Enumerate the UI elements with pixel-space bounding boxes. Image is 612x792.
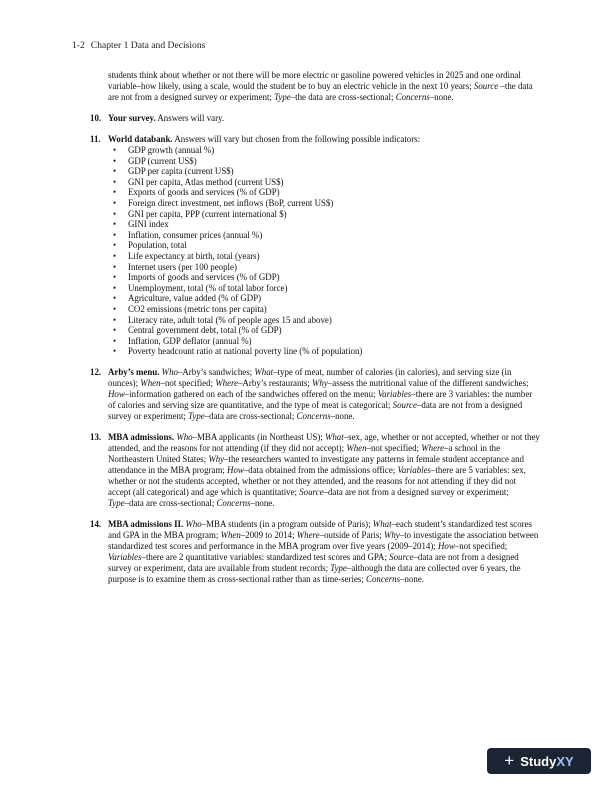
bullet-icon: •	[113, 325, 117, 336]
bullet-icon: •	[113, 303, 117, 314]
page-header	[72, 40, 205, 51]
exercise-number: 13.	[90, 431, 102, 442]
exercise-11: 11. World databank. Answers will vary but chosen from the following possible indicators: • GDP growth (annual %) • GDP (current US$) • GDP per capita (current US$) • GNI per capita, Atlas method (current US$) • Exports of goods and services (% of GDP) • Foreign direct investment, net inflows (BoP, current US$) • GNI per capita, PPP (current international $) • GINI index • Inflation, consumer prices (annual %) • Population, total • Life expectancy at birth, total (years) • Internet users (per 100 people) • Imports of goods and services (% of GDP) • Unemployment, total (% of total labor force) • Agriculture, value added (% of GDP) • CO2 emissions (metric tons per capita) • Literacy rate, adult total (% of people ages 15 and above) • Central government debt, total (% of GDP) • Inflation, GDP deflator (annual %) • Poverty headcount ratio at national poverty line (% of population)	[108, 134, 540, 357]
exercise-number: 10.	[90, 113, 102, 123]
indicator-list	[108, 145, 540, 357]
exercise-13: 13. MBA admissions. Who–MBA applicants (in Northeast US); What–sex, age, whether or not accepted, whether or not they attended, and the reasons for not attending (if they did not accept); When–not specified; Where–a school in the Northeastern United States; Why–the researchers wanted to investigate any patterns in female student acceptance and attendance in the MBA program; How–data obtained from the admissions office; Variables–there are 5 variables: sex, whether or not the students accepted, whether or not they attended, and the reasons for not attending if they did not accept (all categorical) and age which is quantitative; Source–data are not from a designed survey or experiment; Type–data are cross-sectional; Concerns–none.	[90, 431, 540, 508]
document-body	[90, 70, 540, 595]
indicator-item	[108, 240, 540, 251]
bullet-icon: •	[113, 272, 117, 283]
exercise-12: 12. Arby’s menu. Who–Arby’s sandwiches; What–type of meat, number of calories (in calories), and serving size (in ounces); When–not specified; Where–Arby’s restaurants; Why–assess the nutritional value of the different sandwiches; How–information gathered on each of the sandwiches offered on the menu; Variables–there are 3 variables: the number of calories and serving size are quantitative, and the type of meat is categorical; Source–data are not from a designed survey or experiment; Type–data are cross-sectional; Concerns–none.	[90, 366, 533, 421]
exercise-title: Your survey.	[108, 113, 156, 123]
indicator-item	[108, 272, 540, 283]
bullet-icon: •	[113, 250, 117, 261]
indicator-text: Unemployment, total (% of total labor force)	[128, 282, 288, 293]
chapter-title: Chapter 1 Data and Decisions	[90, 40, 206, 51]
bullet-icon: •	[113, 208, 117, 219]
indicator-item	[108, 262, 540, 273]
exercise-title: Arby’s menu.	[108, 366, 160, 377]
studyxy-logo[interactable]: + Study XY	[487, 748, 591, 774]
exercise-title: World databank.	[108, 134, 173, 144]
indicator-item	[108, 315, 540, 326]
bullet-icon: •	[113, 155, 117, 166]
exercise-14: 14. MBA admissions II. Who–MBA students (in a program outside of Paris); What–each student’s standardized test scores and GPA in the MBA program; When–2009 to 2014; Where–outside of Paris; Why–to investigate the association between standardized test scores and performance in the MBA program over five years (2009–2014); How–not specified; Variables–there are 2 quantitative variables: standardized test scores and GPA; Source–data are not from a designed survey or experiment, data are available from student records; Type–although the data are collected over 6 years, the purpose is to examine them as cross-sectional rather than as time-series; Concerns–none.	[90, 518, 539, 584]
indicator-text: Central government debt, total (% of GDP)	[128, 325, 282, 336]
indicator-text: GNI per capita, PPP (current international $)	[128, 208, 287, 219]
indicator-text: Poverty headcount ratio at national poverty line (% of population)	[128, 346, 363, 357]
indicator-item	[108, 230, 540, 241]
bullet-icon: •	[113, 145, 117, 155]
indicator-text: Exports of goods and services (% of GDP)	[128, 187, 280, 198]
exercise-number: 12.	[90, 366, 102, 377]
indicator-item	[108, 293, 540, 304]
indicator-text: Literacy rate, adult total (% of people ages 15 and above)	[128, 314, 332, 325]
bullet-icon: •	[113, 187, 117, 198]
exercise-number: 11.	[90, 134, 101, 144]
indicator-text: Population, total	[128, 240, 187, 251]
indicator-item	[108, 251, 540, 262]
bullet-icon: •	[113, 261, 117, 272]
indicator-item	[108, 166, 540, 177]
exercise-number: 14.	[90, 518, 102, 529]
indicator-text: Inflation, consumer prices (annual %)	[128, 229, 263, 240]
indicator-text: CO2 emissions (metric tons per capita)	[128, 303, 267, 314]
indicator-item	[108, 156, 540, 167]
bullet-icon: •	[113, 176, 117, 187]
bullet-icon: •	[113, 335, 117, 346]
bullet-icon: •	[113, 166, 117, 177]
exercise-title: MBA admissions II.	[108, 518, 184, 529]
indicator-text: GDP (current US$)	[128, 155, 197, 166]
indicator-item	[108, 209, 540, 220]
indicator-text: GINI index	[128, 219, 169, 230]
bullet-icon: •	[113, 197, 117, 208]
plus-icon: +	[504, 751, 515, 770]
indicator-item	[108, 304, 540, 315]
bullet-icon: •	[113, 219, 117, 230]
indicator-text: Life expectancy at birth, total (years)	[128, 250, 260, 261]
indicator-text: Agriculture, value added (% of GDP)	[128, 293, 262, 304]
indicator-text: Inflation, GDP deflator (annual %)	[128, 335, 252, 346]
exercise-title: MBA admissions.	[108, 431, 175, 442]
indicator-item	[108, 145, 540, 156]
indicator-item	[108, 336, 540, 347]
indicator-text: Foreign direct investment, net inflows (BoP, current US$)	[128, 197, 334, 208]
indicator-text: GDP growth (annual %)	[128, 145, 215, 155]
bullet-icon: •	[113, 229, 117, 240]
bullet-icon: •	[113, 293, 117, 304]
indicator-item	[108, 187, 540, 198]
indicator-item	[108, 325, 540, 336]
page-number: 1-2	[72, 40, 85, 51]
exercise-10: 10. Your survey. Answers will vary.	[90, 113, 225, 123]
bullet-icon: •	[113, 314, 117, 325]
indicator-item	[108, 198, 540, 209]
bullet-icon: •	[113, 282, 117, 293]
bullet-icon: •	[113, 346, 117, 357]
continued-paragraph: students think about whether or not there will be more electric or gasoline powered vehicles in 2025 and one ordinal variable–how likely, using a scale, would the student be to buy an electric vehicle in the next 10 years; Source –the data are not from a designed survey or experiment; Type–the data are cross-sectional; Concerns–none.	[108, 70, 533, 102]
indicator-item	[108, 219, 540, 230]
indicator-text: GDP per capita (current US$)	[128, 166, 234, 177]
indicator-text: Imports of goods and services (% of GDP)	[128, 272, 280, 283]
indicator-item	[108, 346, 540, 357]
indicator-text: GNI per capita, Atlas method (current US$)	[128, 176, 284, 187]
bullet-icon: •	[113, 240, 117, 251]
indicator-item	[108, 177, 540, 188]
indicator-text: Internet users (per 100 people)	[128, 261, 237, 272]
indicator-item	[108, 283, 540, 294]
